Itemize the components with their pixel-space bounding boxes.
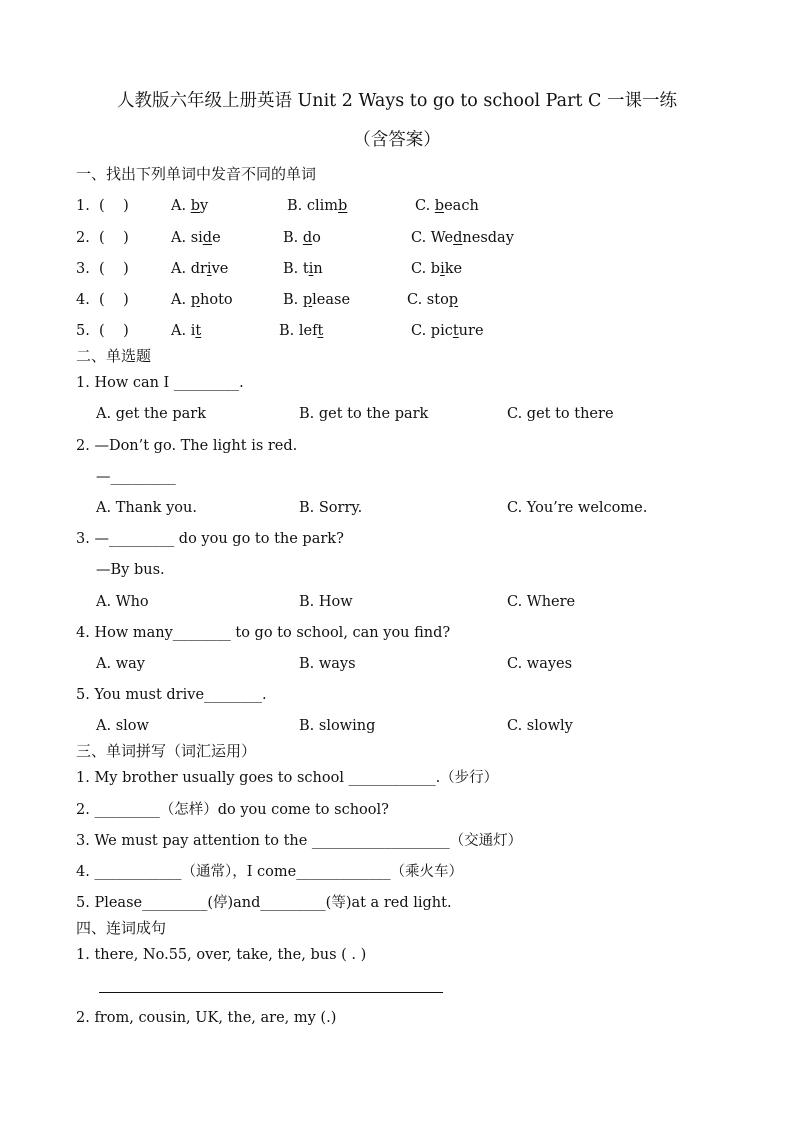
option-c <box>415 196 479 216</box>
q5-option-c: C. slowly <box>507 718 573 734</box>
option-letter: C. <box>407 292 427 308</box>
item-number: 4. <box>76 292 90 308</box>
option-letter: B. <box>283 292 303 308</box>
word-part: nesday <box>462 230 514 246</box>
sentence-prompt-2: 2. from, cousin, UK, the, are, my (.) <box>76 1010 337 1026</box>
section2-heading: 二、单选题 <box>76 347 152 365</box>
option-a <box>171 259 228 279</box>
word-part: t <box>302 261 309 277</box>
underlined-letter: i <box>206 261 212 277</box>
q3-option-c: C. Where <box>507 594 576 610</box>
option-b <box>283 228 321 248</box>
word-part: e <box>212 230 221 246</box>
q1-stem: 1. How can I _________. <box>76 375 244 391</box>
option-letter: B. <box>283 261 303 277</box>
q5-option-b: B. slowing <box>299 718 376 734</box>
q5-stem: 5. You must drive________. <box>76 687 267 703</box>
item-number: 2. <box>76 230 90 246</box>
q4-option-b: B. ways <box>299 656 356 672</box>
answer-line-1 <box>99 992 443 993</box>
spelling-line-5: 5. Please_________(停)and_________(等)at a red light. <box>76 895 452 911</box>
word-part: ve <box>211 261 229 277</box>
word-part: y <box>200 198 209 214</box>
option-letter: C. <box>411 230 431 246</box>
option-b <box>283 290 350 310</box>
option-letter: A. <box>171 198 191 214</box>
underlined-letter: i <box>440 261 445 277</box>
q4-stem: 4. How many________ to go to school, can you find? <box>76 625 451 641</box>
answer-paren: ( ) <box>99 261 129 277</box>
underlined-letter: p <box>448 292 459 308</box>
underlined-letter: b <box>434 198 445 214</box>
option-letter: C. <box>411 323 431 339</box>
answer-paren: ( ) <box>99 230 129 246</box>
underlined-letter: p <box>190 292 200 308</box>
option-c <box>411 321 484 341</box>
option-b <box>283 259 323 279</box>
option-a <box>171 290 233 310</box>
word-part: ure <box>458 323 484 339</box>
q3-reply: —By bus. <box>96 562 165 578</box>
q5-option-a: A. slow <box>96 718 149 734</box>
q2-option-c: C. You’re welcome. <box>507 500 648 516</box>
option-a <box>171 228 221 248</box>
word-part: n <box>313 261 323 277</box>
section3-heading: 三、单词拼写（词汇运用） <box>76 742 257 760</box>
sentence-prompt-1: 1. there, No.55, over, take, the, bus ( . ) <box>76 947 367 963</box>
word-part: each <box>444 198 479 214</box>
word-part: clim <box>306 198 339 214</box>
spelling-line-2: 2. _________（怎样）do you come to school? <box>76 802 389 818</box>
q1-option-b: B. get to the park <box>299 406 429 422</box>
item-number: 1. <box>76 198 90 214</box>
underlined-letter: t <box>195 323 202 339</box>
option-letter: B. <box>279 323 299 339</box>
option-letter: A. <box>171 323 191 339</box>
underlined-letter: i <box>308 261 314 277</box>
q4-option-a: A. way <box>96 656 145 672</box>
spelling-line-1: 1. My brother usually goes to school ____________.（步行） <box>76 770 499 786</box>
answer-paren: ( ) <box>99 292 129 308</box>
answer-paren: ( ) <box>99 198 129 214</box>
word-part: sto <box>426 292 449 308</box>
worksheet-title: 人教版六年级上册英语 Unit 2 Ways to go to school Part C 一课一练 <box>117 91 677 111</box>
spelling-line-4: 4. ____________（通常），I come_____________（乘火车） <box>76 864 463 880</box>
q4-option-c: C. wayes <box>507 656 573 672</box>
section1-heading: 一、找出下列单词中发音不同的单词 <box>76 165 317 183</box>
underlined-letter: p <box>302 292 313 308</box>
underlined-letter: t <box>452 323 459 339</box>
word-part: si <box>190 230 203 246</box>
underlined-letter: d <box>453 230 463 246</box>
option-letter: B. <box>283 230 303 246</box>
q2-reply: —_________ <box>96 469 176 485</box>
spelling-line-3: 3. We must pay attention to the ___________________（交通灯） <box>76 833 523 849</box>
option-b <box>279 321 323 341</box>
item-number: 5. <box>76 323 90 339</box>
option-letter: C. <box>411 261 431 277</box>
word-part: hoto <box>200 292 233 308</box>
word-part: o <box>312 230 321 246</box>
option-letter: A. <box>171 230 191 246</box>
q3-option-b: B. How <box>299 594 353 610</box>
option-c <box>411 259 462 279</box>
q2-option-a: A. Thank you. <box>96 500 197 516</box>
option-a <box>171 321 201 341</box>
word-part: lease <box>312 292 351 308</box>
underlined-letter: b <box>190 198 200 214</box>
option-a <box>171 196 208 216</box>
word-part: i <box>190 323 196 339</box>
underlined-letter: d <box>302 230 313 246</box>
option-letter: A. <box>171 292 191 308</box>
q1-option-c: C. get to there <box>507 406 614 422</box>
option-letter: B. <box>287 198 307 214</box>
item-number: 3. <box>76 261 90 277</box>
option-c <box>407 290 458 310</box>
q2-option-b: B. Sorry. <box>299 500 363 516</box>
word-part: lef <box>298 323 318 339</box>
word-part: b <box>430 261 441 277</box>
option-b <box>287 196 347 216</box>
option-c <box>411 228 514 248</box>
underlined-letter: d <box>202 230 213 246</box>
word-part: pic <box>430 323 453 339</box>
section4-heading: 四、连词成句 <box>76 919 167 937</box>
word-part: ke <box>444 261 463 277</box>
q3-stem: 3. —_________ do you go to the park? <box>76 531 344 547</box>
underlined-letter: t <box>317 323 324 339</box>
q3-option-a: A. Who <box>96 594 149 610</box>
q1-option-a: A. get the park <box>96 406 206 422</box>
underlined-letter: b <box>338 198 348 214</box>
word-part: We <box>430 230 454 246</box>
word-part: dr <box>190 261 207 277</box>
worksheet-subtitle: （含答案） <box>353 130 441 150</box>
option-letter: A. <box>171 261 191 277</box>
answer-paren: ( ) <box>99 323 129 339</box>
option-letter: C. <box>415 198 435 214</box>
q2-stem: 2. —Don’t go. The light is red. <box>76 438 298 454</box>
